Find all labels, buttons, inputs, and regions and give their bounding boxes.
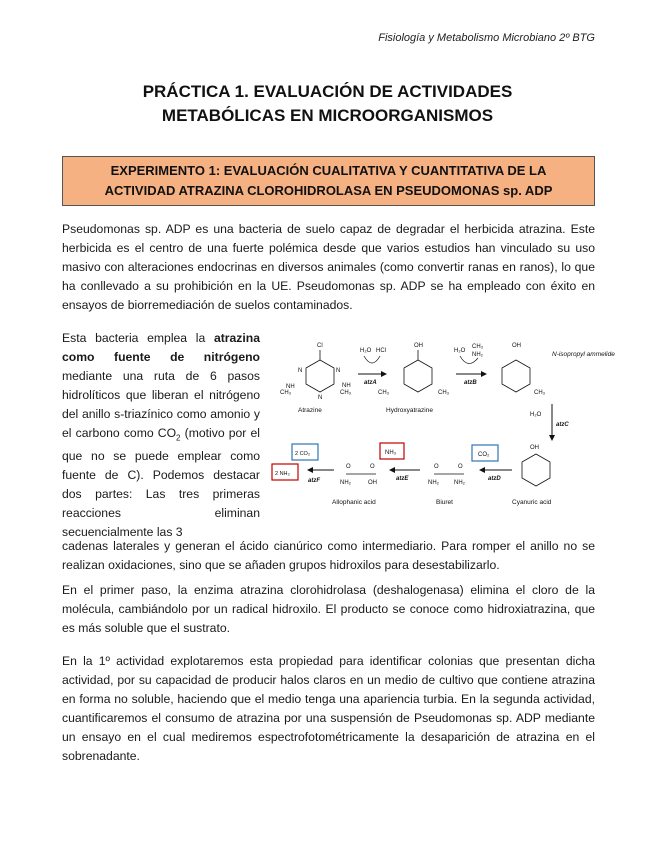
nh-label: NH — [342, 383, 351, 389]
pathway-text-a: Esta bacteria emplea la — [62, 331, 214, 345]
first-step-paragraph: En el primer paso, la enzima atrazina clorohidrolasa (deshalogenasa) elimina el cloro de la molécula, cambiándolo por un radical hidroxilo. El producto se conoce como hidroxiatrazina, que es más soluble que el sustrato. — [62, 583, 595, 635]
enzyme-atza: atzA — [364, 380, 377, 386]
biuret-structure — [428, 464, 466, 506]
water-label: H₂O — [360, 348, 372, 354]
ch3-label: CH₃ — [340, 390, 352, 396]
n-label: N — [336, 368, 341, 374]
two-co2-label: 2 CO₂ — [295, 451, 310, 457]
nh-label: NH — [286, 384, 295, 390]
o-label: O — [434, 464, 439, 470]
nh2-label: NH₂ — [472, 352, 483, 358]
pathway-text-c: (motivo por el que no se puede emplear como fuente de C). Podemos destacar dos partes: Las tres primeras reacciones eliminan secuencialmente las 3 — [62, 426, 260, 540]
nh2-label: NH₂ — [428, 480, 439, 486]
compound-allophanic-acid: Allophanic acid — [332, 499, 376, 506]
oh-label: OH — [368, 480, 377, 486]
compound-biuret: Biuret — [436, 499, 453, 506]
activities-paragraph: En la 1º actividad explotaremos esta propiedad para identificar colonias que presentan dicha actividad, por su capacidad de producir halos claros en un medio de cultivo que contiene atrazina en forma no soluble, haciendo que el medio tenga una apariencia turbia. En la segunda actividad, cuantificaremos el consumo de atrazina por una suspensión de Pseudomonas sp. ADP mediante un ensayo en el cual mediremos espectrofotométricamente la desaparición de atrazina en el sobrenadante. — [62, 654, 595, 763]
isopropyl-ammelide-structure — [502, 343, 615, 396]
ch3-label: CH₃ — [378, 390, 390, 396]
hcl-label: HCl — [376, 348, 386, 354]
oh-label: OH — [414, 343, 423, 349]
atrazine-structure — [280, 343, 352, 414]
oh-label: OH — [512, 343, 521, 349]
two-nh3-label: 2 NH₃ — [275, 471, 290, 477]
o-label: O — [370, 464, 375, 470]
experiment-heading-line-2: ACTIVIDAD ATRAZINA CLOROHIDROLASA EN PSEUDOMONAS sp. ADP — [104, 183, 553, 198]
page-title — [60, 80, 595, 128]
n-label: N — [298, 368, 303, 374]
ch3-label: CH₃ — [280, 390, 292, 396]
nh2-label: NH₂ — [340, 480, 351, 486]
enzyme-atzd: atzD — [488, 476, 501, 482]
nh2-label: NH₂ — [454, 480, 465, 486]
compound-isopropyl-ammelide: N-isopropyl ammelide — [552, 351, 615, 358]
co2-label: CO₂ — [478, 452, 490, 458]
experiment-heading-line-1: EXPERIMENTO 1: EVALUACIÓN CUALITATIVA Y CUANTITATIVA DE LA — [110, 163, 547, 178]
water-label: H₂O — [454, 348, 466, 354]
pathway-paragraph — [62, 329, 260, 542]
oh-label: OH — [530, 445, 539, 451]
allophanic-acid-structure — [332, 464, 377, 506]
cyanuric-acid-structure — [512, 445, 552, 506]
title-line-2: METABÓLICAS EN MICROORGANISMOS — [161, 106, 494, 125]
compound-hydroxyatrazine: Hydroxyatrazine — [386, 407, 433, 414]
co2-subscript: 2 — [176, 433, 181, 443]
running-header: Fisiología y Metabolismo Microbiano 2º BTG — [378, 32, 595, 44]
n-label: N — [318, 395, 323, 401]
o-label: O — [346, 464, 351, 470]
title-line-1: PRÁCTICA 1. EVALUACIÓN DE ACTIVIDADES — [142, 82, 513, 101]
compound-cyanuric-acid: Cyanuric acid — [512, 499, 552, 506]
intro-paragraph: Pseudomonas sp. ADP es una bacteria de suelo capaz de degradar el herbicida atrazina. Este herbicida es el centro de una fuerte polémica desde que varios estudios han vinculado su uso masivo con alteraciones endocrinas en diversos animales (como convertir ranas en ranos), lo que ha conllevado a su prohibición en la UE. Pseudomonas sp. ADP se ha empleado con éxito en ensayos de biorremediación de suelos contaminados. — [62, 222, 595, 312]
chloro-label: Cl — [317, 343, 323, 349]
ch3-label: CH₃ — [472, 344, 484, 350]
hydroxyatrazine-structure — [378, 343, 450, 414]
water-label: H₂O — [530, 412, 542, 418]
compound-atrazine: Atrazine — [298, 407, 322, 414]
o-label: O — [458, 464, 463, 470]
pathway-text-b: mediante una ruta de 6 pasos hidrolíticos que liberan el nitrógeno del anillo s-triazínico como amonio y el carbono como CO — [62, 369, 260, 440]
nh3-label: NH₃ — [385, 450, 397, 456]
enzyme-atzc: atzC — [556, 422, 569, 428]
enzyme-atzb: atzB — [464, 380, 477, 386]
ch3-label: CH₃ — [534, 390, 546, 396]
pathway-bold-text: atrazina como fuente de nitrógeno — [62, 331, 260, 364]
experiment-heading-box — [62, 156, 595, 206]
ch3-label: CH₃ — [438, 390, 450, 396]
enzyme-atze: atzE — [396, 476, 409, 482]
enzyme-atzf: atzF — [308, 478, 320, 484]
pathway-paragraph-continued: cadenas laterales y generan el ácido cianúrico como intermediario. Para romper el anillo no se realizan oxidaciones, sino que se añaden grupos hidroxilos para desestabilizarlo. — [62, 539, 595, 572]
atrazine-degradation-pathway-figure — [268, 332, 615, 532]
